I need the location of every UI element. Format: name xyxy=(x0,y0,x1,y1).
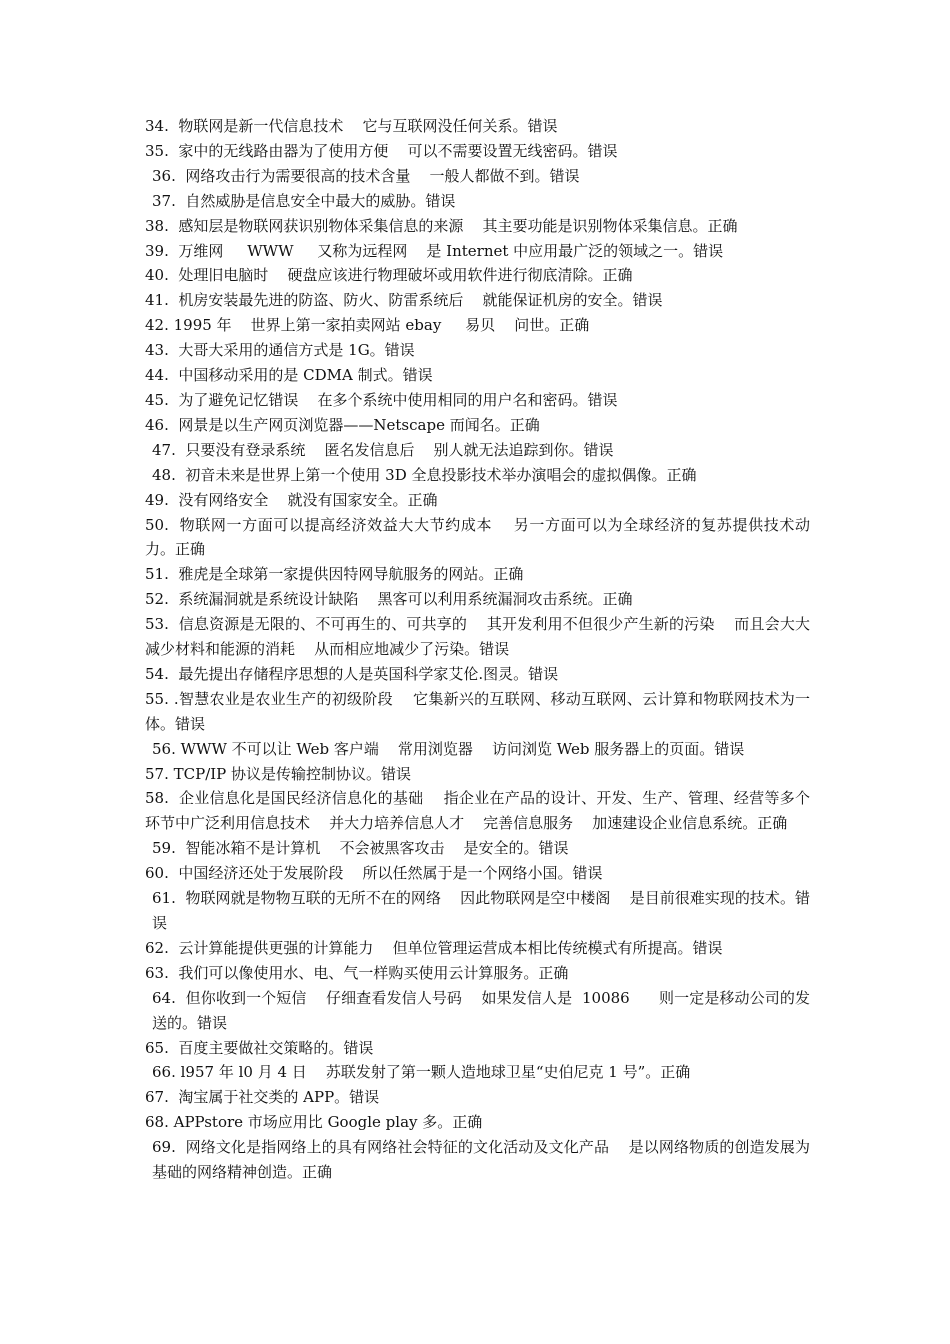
question-item: 36. 网络攻击行为需要很高的技术含量 一般人都做不到。错误 xyxy=(152,166,580,185)
question-item: 46. 网景是以生产网页浏览器——Netscape 而闻名。正确 xyxy=(145,415,540,434)
question-item: 41. 机房安装最先进的防盗、防火、防雷系统后 就能保证机房的安全。错误 xyxy=(145,291,663,310)
question-item: 38. 感知层是物联网获识别物体采集信息的来源 其主要功能是识别物体采集信息。正确 xyxy=(145,216,738,235)
question-item: 44. 中国移动采用的是 CDMA 制式。错误 xyxy=(145,366,433,385)
question-item: 54. 最先提出存储程序思想的人是英国科学家艾伦.图灵。错误 xyxy=(145,664,559,683)
question-item: 67. 淘宝属于社交类的 APP。错误 xyxy=(145,1088,380,1107)
question-item: 57. TCP/IP 协议是传输控制协议。错误 xyxy=(145,764,412,783)
question-item: 52. 系统漏洞就是系统设计缺陷 黑客可以利用系统漏洞攻击系统。正确 xyxy=(145,590,633,609)
question-item: 56. WWW 不可以让 Web 客户端 常用浏览器 访问浏览 Web 服务器上的页面。错误 xyxy=(152,739,745,758)
question-item: 60. 中国经济还处于发展阶段 所以任然属于是一个网络小国。错误 xyxy=(145,864,603,883)
question-item: 39. 万维网 WWW 又称为远程网 是 Internet 中应用最广泛的领域之一。错误 xyxy=(145,241,724,260)
question-item: 35. 家中的无线路由器为了使用方便 可以不需要设置无线密码。错误 xyxy=(145,141,618,160)
question-item: 58. 企业信息化是国民经济信息化的基础 指企业在产品的设计、开发、生产、管理、经营等多个环节中广泛利用信息技术 并大力培养信息人才 完善信息服务 加速建设企业信息系统。正确 xyxy=(145,789,810,833)
question-item: 50. 物联网一方面可以提高经济效益大大节约成本 另一方面可以为全球经济的复苏提供技术动力。正确 xyxy=(145,515,810,559)
question-item: 42. 1995 年 世界上第一家拍卖网站 ebay 易贝 问世。正确 xyxy=(145,316,590,335)
question-item: 53. 信息资源是无限的、不可再生的、可共享的 其开发利用不但很少产生新的污染 而且会大大减少材料和能源的消耗 从而相应地减少了污染。错误 xyxy=(145,615,810,659)
question-item: 64. 但你收到一个短信 仔细查看发信人号码 如果发信人是 10086 则一定是移动公司的发送的。错误 xyxy=(152,988,810,1032)
question-item: 43. 大哥大采用的通信方式是 1G。错误 xyxy=(145,341,415,360)
question-item: 62. 云计算能提供更强的计算能力 但单位管理运营成本相比传统模式有所提高。错误 xyxy=(145,938,723,957)
question-item: 69. 网络文化是指网络上的具有网络社会特征的文化活动及文化产品 是以网络物质的创造发展为基础的网络精神创造。正确 xyxy=(152,1138,810,1182)
question-item: 63. 我们可以像使用水、电、气一样购买使用云计算服务。正确 xyxy=(145,963,569,982)
question-item: 34. 物联网是新一代信息技术 它与互联网没任何关系。错误 xyxy=(145,117,558,135)
question-item: 65. 百度主要做社交策略的。错误 xyxy=(145,1038,374,1057)
question-item: 37. 自然威胁是信息安全中最大的威胁。错误 xyxy=(152,191,456,210)
question-item: 61. 物联网就是物物互联的无所不在的网络 因此物联网是空中楼阁 是目前很难实现的技术。错误 xyxy=(152,889,810,932)
question-item: 40. 处理旧电脑时 硬盘应该进行物理破坏或用软件进行彻底清除。正确 xyxy=(145,266,633,285)
question-item: 48. 初音未来是世界上第一个使用 3D 全息投影技术举办演唱会的虚拟偶像。正确 xyxy=(152,465,697,484)
question-item: 45. 为了避免记忆错误 在多个系统中使用相同的用户名和密码。错误 xyxy=(145,390,618,409)
question-item: 68. APPstore 市场应用比 Google play 多。正确 xyxy=(145,1113,483,1132)
question-item: 51. 雅虎是全球第一家提供因特网导航服务的网站。正确 xyxy=(145,565,524,584)
question-list xyxy=(145,114,810,1185)
question-item: 59. 智能冰箱不是计算机 不会被黑客攻击 是安全的。错误 xyxy=(152,839,569,858)
question-item: 47. 只要没有登录系统 匿名发信息后 别人就无法追踪到你。错误 xyxy=(152,440,614,459)
question-item: 66. l957 年 l0 月 4 日 苏联发射了第一颗人造地球卫星“史伯尼克 1 号”。正确 xyxy=(152,1063,691,1082)
question-item: 49. 没有网络安全 就没有国家安全。正确 xyxy=(145,490,438,509)
question-item: 55. .智慧农业是农业生产的初级阶段 它集新兴的互联网、移动互联网、云计算和物联网技术为一体。错误 xyxy=(145,689,810,733)
